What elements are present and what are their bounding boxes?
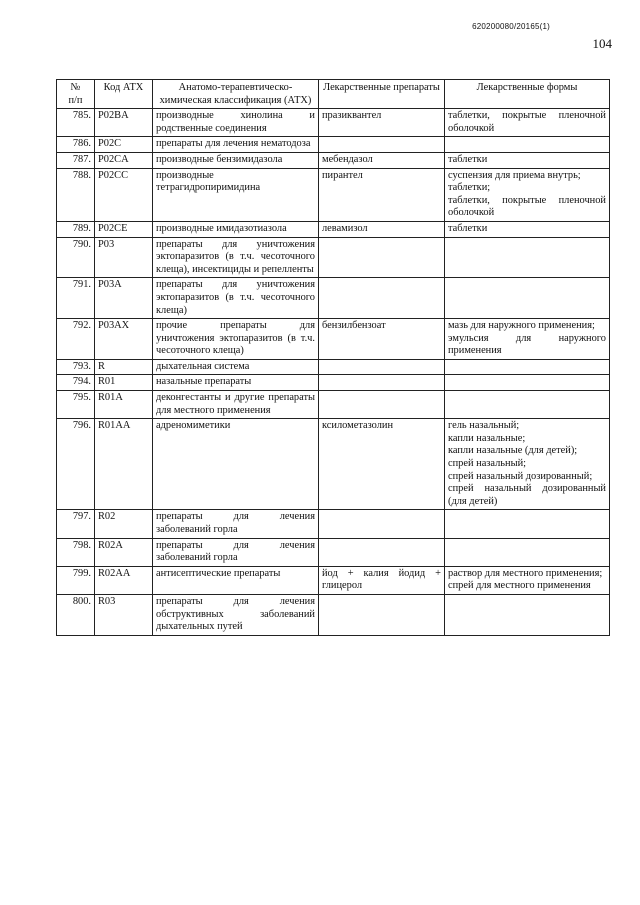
drug-name xyxy=(319,391,445,419)
column-header-drugs: Лекарственные препараты xyxy=(319,80,445,109)
table-row xyxy=(57,510,610,538)
atx-classification: препараты для уничтожения эктопаразитов (в т.ч. чесоточного клеща), инсектициды и репелленты xyxy=(153,237,319,278)
drug-name: пирантел xyxy=(319,168,445,221)
atx-code: P02BA xyxy=(95,109,153,137)
atx-code: P02C xyxy=(95,137,153,153)
table-row xyxy=(57,137,610,153)
row-number: 790. xyxy=(57,237,95,278)
dosage-form-item: таблетки; xyxy=(448,182,491,194)
row-number: 787. xyxy=(57,152,95,168)
row-number: 796. xyxy=(57,419,95,510)
dosage-forms xyxy=(445,538,610,566)
dosage-form-item: спрей назальный дозированный; xyxy=(448,470,593,482)
drug-name: левамизол xyxy=(319,221,445,237)
dosage-form-item: гель назальный; xyxy=(448,420,520,432)
table-row xyxy=(57,375,610,391)
dosage-form-item: таблетки xyxy=(448,153,488,165)
row-number: 791. xyxy=(57,278,95,319)
table-row xyxy=(57,237,610,278)
atx-table xyxy=(56,79,610,636)
atx-code: R02AA xyxy=(95,566,153,594)
atx-classification: назальные препараты xyxy=(153,375,319,391)
atx-classification: антисептические препараты xyxy=(153,566,319,594)
table-row xyxy=(57,538,610,566)
dosage-form-item: капли назальные; xyxy=(448,432,526,444)
dosage-form-item: суспензия для приема внутрь; xyxy=(448,169,581,181)
dosage-forms xyxy=(445,168,610,221)
atx-code: R02 xyxy=(95,510,153,538)
column-header-number: № п/п xyxy=(57,80,95,109)
table-row xyxy=(57,359,610,375)
row-number: 786. xyxy=(57,137,95,153)
table-header-row xyxy=(57,80,610,109)
row-number: 799. xyxy=(57,566,95,594)
atx-code: P02CE xyxy=(95,221,153,237)
dosage-form-item: таблетки, покрытые пленочной оболочкой xyxy=(448,194,606,219)
drug-name xyxy=(319,359,445,375)
row-number: 797. xyxy=(57,510,95,538)
row-number: 788. xyxy=(57,168,95,221)
document-code: 620200080/20165(1) xyxy=(472,22,550,31)
atx-code: R03 xyxy=(95,594,153,635)
row-number: 795. xyxy=(57,391,95,419)
column-header-code: Код АТХ xyxy=(95,80,153,109)
table-row xyxy=(57,168,610,221)
drug-name: йод + калия йодид + глицерол xyxy=(319,566,445,594)
atx-classification: адреномиметики xyxy=(153,419,319,510)
drug-name xyxy=(319,237,445,278)
atx-code: P02CC xyxy=(95,168,153,221)
dosage-forms xyxy=(445,419,610,510)
drug-name xyxy=(319,594,445,635)
dosage-forms xyxy=(445,221,610,237)
dosage-form-item: таблетки xyxy=(448,222,488,234)
row-number: 785. xyxy=(57,109,95,137)
dosage-form-item: спрей назальный дозированный (для детей) xyxy=(448,483,606,507)
table-row xyxy=(57,419,610,510)
atx-code: P02CA xyxy=(95,152,153,168)
atx-code: P03A xyxy=(95,278,153,319)
dosage-form-item: мазь для наружного применения; xyxy=(448,320,595,332)
dosage-forms xyxy=(445,375,610,391)
dosage-form-item: спрей назальный; xyxy=(448,458,527,470)
dosage-form-item: таблетки, покрытые пленочной оболочкой xyxy=(448,110,606,134)
dosage-forms xyxy=(445,137,610,153)
atx-classification: дыхательная система xyxy=(153,359,319,375)
atx-classification: препараты для лечения заболеваний горла xyxy=(153,510,319,538)
row-number: 800. xyxy=(57,594,95,635)
atx-classification: препараты для лечения нематодоза xyxy=(153,137,319,153)
table-row xyxy=(57,109,610,137)
atx-classification: производные имидазотиазола xyxy=(153,221,319,237)
atx-code: R01A xyxy=(95,391,153,419)
atx-classification: препараты для лечения заболеваний горла xyxy=(153,538,319,566)
atx-classification: прочие препараты для уничтожения эктопаразитов (в т.ч. чесоточного клеща) xyxy=(153,319,319,360)
atx-code: R xyxy=(95,359,153,375)
page-number: 104 xyxy=(592,36,612,51)
table-row xyxy=(57,391,610,419)
drug-name xyxy=(319,538,445,566)
atx-classification: производные тетрагидропиримидина xyxy=(153,168,319,221)
row-number: 792. xyxy=(57,319,95,360)
dosage-forms xyxy=(445,237,610,278)
drug-name xyxy=(319,137,445,153)
dosage-form-item: эмульсия для наружного применения xyxy=(448,332,606,357)
table-row xyxy=(57,221,610,237)
atx-code: R02A xyxy=(95,538,153,566)
dosage-forms xyxy=(445,359,610,375)
row-number: 789. xyxy=(57,221,95,237)
atx-code: P03 xyxy=(95,237,153,278)
drug-name: мебендазол xyxy=(319,152,445,168)
dosage-forms xyxy=(445,319,610,360)
dosage-forms xyxy=(445,109,610,137)
dosage-form-item: спрей для местного применения xyxy=(448,580,591,592)
row-number: 794. xyxy=(57,375,95,391)
dosage-forms xyxy=(445,391,610,419)
atx-classification: производные бензимидазола xyxy=(153,152,319,168)
atx-code: R01AA xyxy=(95,419,153,510)
table-row xyxy=(57,319,610,360)
atx-code: P03AX xyxy=(95,319,153,360)
atx-classification: препараты для уничтожения эктопаразитов (в т.ч. чесоточного клеща) xyxy=(153,278,319,319)
column-header-forms: Лекарственные формы xyxy=(445,80,610,109)
atx-code: R01 xyxy=(95,375,153,391)
table-body xyxy=(57,109,610,636)
drug-name: ксилометазолин xyxy=(319,419,445,510)
dosage-forms xyxy=(445,152,610,168)
dosage-form-item: капли назальные (для детей); xyxy=(448,445,578,457)
atx-classification: препараты для лечения обструктивных заболеваний дыхательных путей xyxy=(153,594,319,635)
table-row xyxy=(57,594,610,635)
dosage-forms xyxy=(445,566,610,594)
drug-name: празиквантел xyxy=(319,109,445,137)
drug-name xyxy=(319,510,445,538)
dosage-form-item: раствор для местного применения; xyxy=(448,567,603,579)
row-number: 798. xyxy=(57,538,95,566)
drug-name xyxy=(319,278,445,319)
table-row xyxy=(57,278,610,319)
drug-name: бензилбензоат xyxy=(319,319,445,360)
table-row xyxy=(57,152,610,168)
atx-classification: производные хинолина и родственные соединения xyxy=(153,109,319,137)
column-header-classification: Анатомо-терапевтическо-химическая классификация (АТХ) xyxy=(153,80,319,109)
atx-classification: деконгестанты и другие препараты для местного применения xyxy=(153,391,319,419)
dosage-forms xyxy=(445,510,610,538)
dosage-forms xyxy=(445,594,610,635)
table-row xyxy=(57,566,610,594)
dosage-forms xyxy=(445,278,610,319)
row-number: 793. xyxy=(57,359,95,375)
drug-name xyxy=(319,375,445,391)
